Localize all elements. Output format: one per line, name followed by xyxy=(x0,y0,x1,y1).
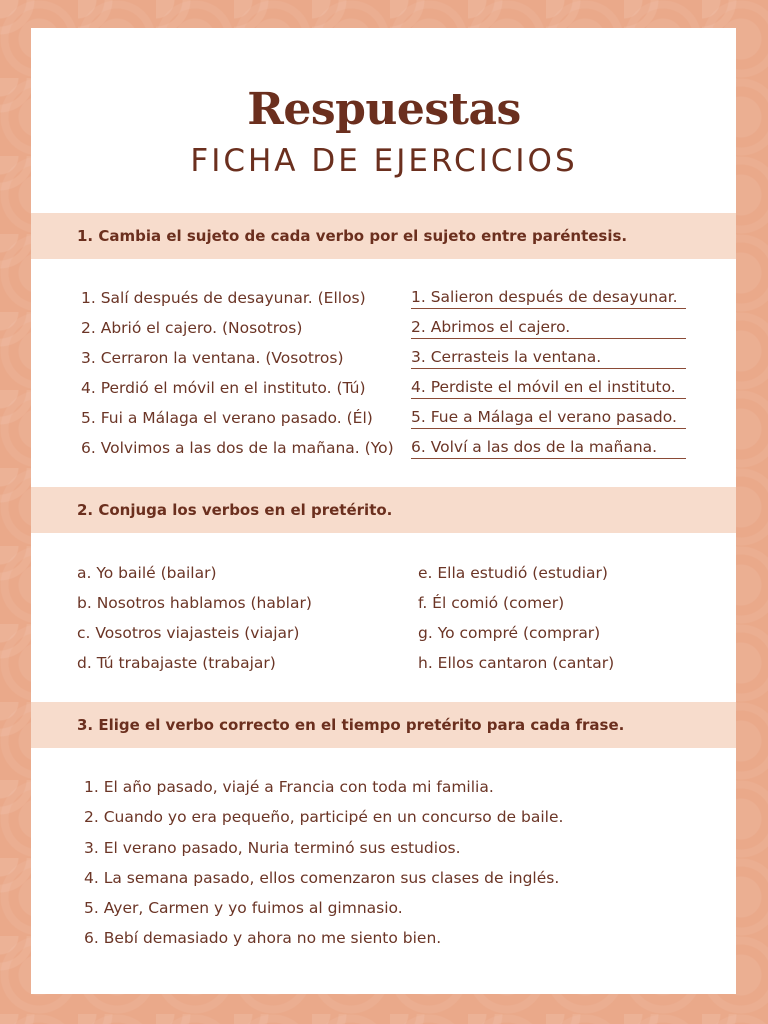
page-subtitle: FICHA DE EJERCICIOS xyxy=(190,143,578,179)
section-2-item: g. Yo compré (comprar) xyxy=(418,624,601,642)
section-1-answer: 5. Fue a Málaga el verano pasado. xyxy=(411,408,686,429)
section-1-answer: 1. Salieron después de desayunar. xyxy=(411,288,686,309)
section-3-item: 4. La semana pasado, ellos comenzaron sus clases de inglés. xyxy=(84,869,560,887)
section-2-item: e. Ella estudió (estudiar) xyxy=(418,564,608,582)
section-3-item: 5. Ayer, Carmen y yo fuimos al gimnasio. xyxy=(84,899,403,917)
section-1-item: 1. Salí después de desayunar. (Ellos) xyxy=(81,289,366,307)
section-3-item: 2. Cuando yo era pequeño, participé en un concurso de baile. xyxy=(84,808,564,826)
section-2-item: h. Ellos cantaron (cantar) xyxy=(418,654,615,672)
section-3-item: 1. El año pasado, viajé a Francia con toda mi familia. xyxy=(84,778,494,796)
section-1-item: 6. Volvimos a las dos de la mañana. (Yo) xyxy=(81,439,394,457)
section-1-answer: 3. Cerrasteis la ventana. xyxy=(411,348,686,369)
section-2-item: f. Él comió (comer) xyxy=(418,594,565,612)
section-1-answer: 6. Volví a las dos de la mañana. xyxy=(411,438,686,459)
section-2-heading: 2. Conjuga los verbos en el pretérito. xyxy=(31,487,736,533)
section-3-heading: 3. Elige el verbo correcto en el tiempo pretérito para cada frase. xyxy=(31,702,736,748)
section-2-item: b. Nosotros hablamos (hablar) xyxy=(77,594,312,612)
section-1-heading: 1. Cambia el sujeto de cada verbo por el sujeto entre paréntesis. xyxy=(31,213,736,259)
page-title: Respuestas xyxy=(247,84,521,135)
section-1-item: 2. Abrió el cajero. (Nosotros) xyxy=(81,319,303,337)
section-2-item: c. Vosotros viajasteis (viajar) xyxy=(77,624,300,642)
section-2-item: d. Tú trabajaste (trabajar) xyxy=(77,654,276,672)
section-1-answer: 2. Abrimos el cajero. xyxy=(411,318,686,339)
section-1-item: 4. Perdió el móvil en el instituto. (Tú) xyxy=(81,379,366,397)
section-3-item: 6. Bebí demasiado y ahora no me siento bien. xyxy=(84,929,442,947)
section-1-item: 5. Fui a Málaga el verano pasado. (Él) xyxy=(81,409,373,427)
section-3-item: 3. El verano pasado, Nuria terminó sus estudios. xyxy=(84,839,461,857)
section-1-item: 3. Cerraron la ventana. (Vosotros) xyxy=(81,349,344,367)
section-2-item: a. Yo bailé (bailar) xyxy=(77,564,217,582)
section-1-answer: 4. Perdiste el móvil en el instituto. xyxy=(411,378,686,399)
